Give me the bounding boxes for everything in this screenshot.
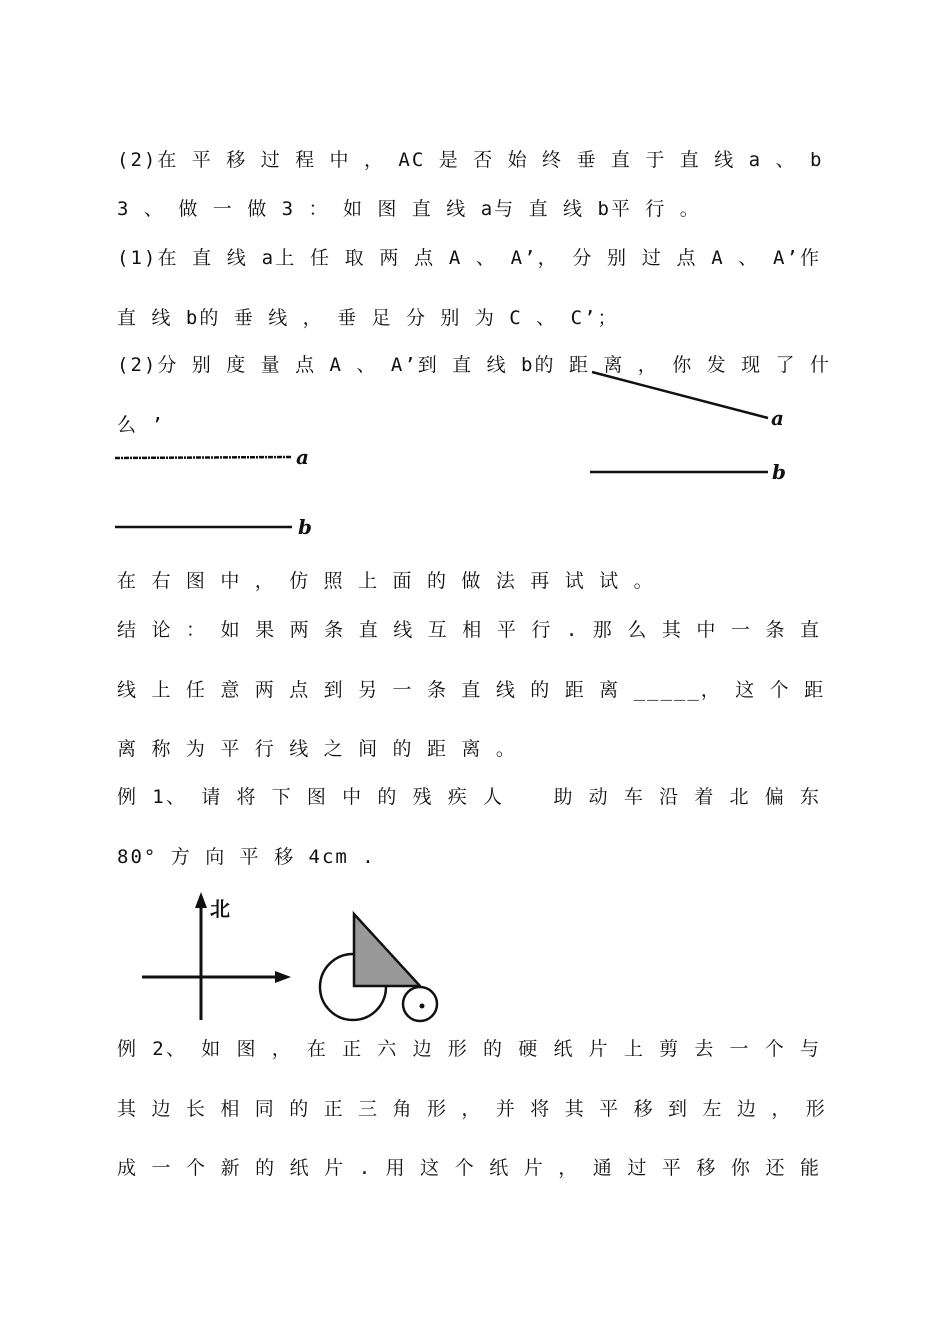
- wheelchair-figure: [320, 914, 437, 1021]
- label-b-right: b: [772, 460, 786, 484]
- text-line-10: 离 称 为 平 行 线 之 间 的 距 离 。: [117, 738, 517, 760]
- text-line-14: 其 边 长 相 同 的 正 三 角 形 ， 并 将 其 平 移 到 左 边 ， 形: [117, 1098, 827, 1120]
- east-arrow-icon: [275, 971, 291, 983]
- text-line-1: (2)在 平 移 过 程 中 ， AC 是 否 始 终 垂 直 于 直 线 a 、 b: [117, 149, 824, 171]
- figure-parallel-lines-left: [115, 457, 292, 527]
- text-line-15: 成 一 个 新 的 纸 片 . 用 这 个 纸 片 ， 通 过 平 移 你 还 能: [117, 1157, 821, 1179]
- text-line-9: 线 上 任 意 两 点 到 另 一 条 直 线 的 距 离 _____， 这 个 距: [117, 679, 826, 701]
- wheelchair-triangle: [354, 914, 420, 986]
- north-arrow-icon: [195, 892, 207, 908]
- small-wheel: [403, 987, 437, 1021]
- label-a-right: a: [771, 406, 784, 430]
- figure-lines-right: [590, 372, 768, 472]
- text-line-11: 例 1、 请 将 下 图 中 的 残 疾 人 助 动 车 沿 着 北 偏 东: [117, 786, 821, 808]
- line-a-right: [592, 372, 768, 418]
- text-line-2: 3 、 做 一 做 3 ： 如 图 直 线 a与 直 线 b平 行 。: [117, 198, 701, 220]
- text-line-12: 80° 方 向 平 移 4cm .: [117, 846, 376, 868]
- text-line-6: 么 ’: [117, 414, 165, 436]
- text-line-13: 例 2、 如 图 ， 在 正 六 边 形 的 硬 纸 片 上 剪 去 一 个 与: [117, 1038, 821, 1060]
- text-line-5: (2)分 别 度 量 点 A 、 A’到 直 线 b的 距 离 ， 你 发 现 了 什: [117, 354, 831, 376]
- text-line-4: 直 线 b的 垂 线 ， 垂 足 分 别 为 C 、 C’；: [117, 307, 619, 329]
- label-a-left: a: [296, 445, 309, 469]
- line-a-left: [115, 457, 292, 458]
- small-wheel-hub: [420, 1004, 425, 1009]
- text-line-7: 在 右 图 中 ， 仿 照 上 面 的 做 法 再 试 试 。: [117, 570, 655, 592]
- label-b-left: b: [298, 515, 312, 539]
- text-line-8: 结 论 ： 如 果 两 条 直 线 互 相 平 行 . 那 么 其 中 一 条 直: [117, 619, 821, 641]
- north-label: 北: [210, 897, 230, 921]
- text-line-3: (1)在 直 线 a上 任 取 两 点 A 、 A’， 分 别 过 点 A 、 A’作: [117, 247, 821, 269]
